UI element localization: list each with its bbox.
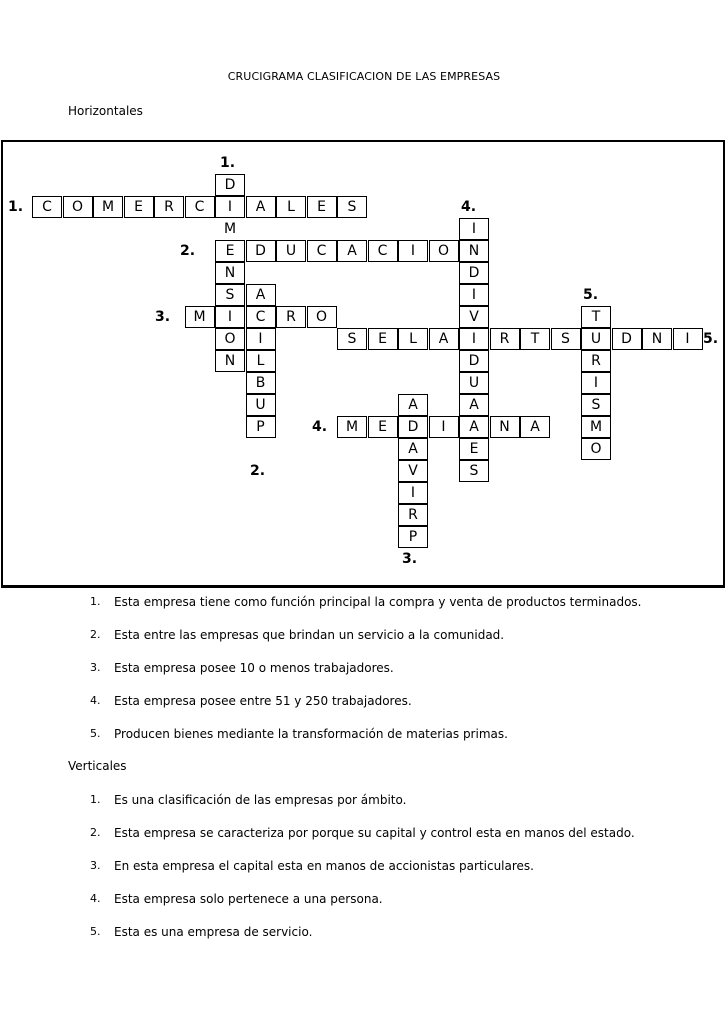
crossword-cell: M: [185, 306, 215, 328]
crossword-cell: R: [154, 196, 184, 218]
crossword-cell: D: [246, 240, 276, 262]
crossword-cell: O: [63, 196, 93, 218]
crossword-cell: O: [215, 328, 245, 350]
clue-item: [68, 793, 635, 826]
clue-text: Producen bienes mediante la transformación de materias primas.: [114, 727, 508, 741]
page-title: CRUCIGRAMA CLASIFICACION DE LAS EMPRESAS: [227, 70, 501, 83]
crossword-cell: D: [215, 174, 245, 196]
clue-text: Esta empresa posee entre 51 y 250 trabajadores.: [114, 694, 412, 708]
crossword-cell: U: [581, 328, 611, 350]
clue-item: [68, 694, 641, 727]
clue-number-h5: 5.: [703, 331, 719, 347]
crossword-cell: S: [337, 196, 367, 218]
clue-item: [68, 595, 641, 628]
crossword-cell: R: [398, 504, 428, 526]
crossword-cell: P: [246, 416, 276, 438]
crossword-cell: E: [459, 438, 489, 460]
crossword-cell: R: [581, 350, 611, 372]
crossword-cell: M: [337, 416, 367, 438]
vertical-clue-list: [68, 793, 635, 958]
crossword-cell: A: [337, 240, 367, 262]
clue-text: Esta entre las empresas que brindan un servicio a la comunidad.: [114, 628, 505, 642]
crossword-cell: V: [459, 306, 489, 328]
crossword-cell: O: [307, 306, 337, 328]
crossword-cell: B: [246, 372, 276, 394]
clue-item: [68, 925, 635, 958]
clue-number-v1: 1.: [220, 155, 236, 171]
crossword-cell: E: [368, 416, 398, 438]
horizontales-heading: Horizontales: [68, 104, 143, 118]
crossword-cell: C: [32, 196, 62, 218]
crossword-cell: L: [246, 350, 276, 372]
crossword-cell: C: [185, 196, 215, 218]
crossword-cell: S: [215, 284, 245, 306]
crossword-cell: A: [459, 394, 489, 416]
crossword-cell: A: [520, 416, 550, 438]
crossword-cell: I: [215, 196, 245, 218]
clue-item: [68, 826, 635, 859]
crossword-cell: E: [124, 196, 154, 218]
crossword-cell: R: [276, 306, 306, 328]
clue-number: 2.: [90, 826, 101, 839]
crossword-cell: L: [398, 328, 428, 350]
crossword-cell: M: [215, 218, 245, 240]
clue-item: [68, 628, 641, 661]
crossword-cell: I: [215, 306, 245, 328]
clue-text: En esta empresa el capital esta en manos de accionistas particulares.: [114, 859, 534, 873]
crossword-cell: I: [429, 416, 459, 438]
crossword-cell: I: [398, 240, 428, 262]
crossword-cell: I: [673, 328, 703, 350]
clue-number-v2: 2.: [250, 463, 266, 479]
crossword-cell: D: [459, 262, 489, 284]
crossword-cell: M: [93, 196, 123, 218]
crossword-cell: E: [307, 196, 337, 218]
clue-number: 5.: [90, 727, 101, 740]
crossword-cell: A: [246, 196, 276, 218]
crossword-cell: O: [429, 240, 459, 262]
crossword-cell: N: [459, 240, 489, 262]
clue-number: 3.: [90, 661, 101, 674]
crossword-cell: I: [459, 284, 489, 306]
crossword-cell: E: [368, 328, 398, 350]
crossword-cell: N: [215, 262, 245, 284]
crossword-cell: E: [215, 240, 245, 262]
clue-text: Esta es una empresa de servicio.: [114, 925, 313, 939]
crossword-cell: N: [490, 416, 520, 438]
crossword-cell: I: [398, 482, 428, 504]
clue-number: 1.: [90, 793, 101, 806]
clue-number: 1.: [90, 595, 101, 608]
crossword-cell: S: [459, 460, 489, 482]
crossword-cell: R: [490, 328, 520, 350]
clue-item: [68, 661, 641, 694]
crossword-cell: T: [581, 306, 611, 328]
crossword-cell: A: [246, 284, 276, 306]
crossword-cell: O: [581, 438, 611, 460]
crossword-cell: A: [398, 394, 428, 416]
clue-text: Es una clasificación de las empresas por ámbito.: [114, 793, 407, 807]
crossword-cell: S: [581, 394, 611, 416]
crossword-cell: D: [612, 328, 642, 350]
crossword-cell: I: [459, 218, 489, 240]
horizontal-clue-list: [68, 595, 641, 760]
clue-number: 2.: [90, 628, 101, 641]
crossword-cell: S: [551, 328, 581, 350]
clue-number-h4: 4.: [312, 419, 328, 435]
crossword-cell: A: [429, 328, 459, 350]
crossword-cell: V: [398, 460, 428, 482]
crossword-cell: P: [398, 526, 428, 548]
crossword-cell: U: [276, 240, 306, 262]
crossword-cell: I: [581, 372, 611, 394]
clue-number: 3.: [90, 859, 101, 872]
crossword-cell: A: [459, 416, 489, 438]
verticales-heading: Verticales: [68, 759, 127, 773]
clue-text: Esta empresa se caracteriza por porque su capital y control esta en manos del estado.: [114, 826, 635, 840]
clue-text: Esta empresa tiene como función principal la compra y venta de productos terminados.: [114, 595, 642, 609]
clue-number-v5: 5.: [583, 287, 599, 303]
clue-item: [68, 859, 635, 892]
clue-item: [68, 892, 635, 925]
crossword-cell: A: [398, 438, 428, 460]
crossword-cell: L: [276, 196, 306, 218]
crossword-cell: U: [246, 394, 276, 416]
clue-number-v3: 3.: [402, 551, 418, 567]
clue-number: 5.: [90, 925, 101, 938]
clue-item: [68, 727, 641, 760]
clue-number-h3: 3.: [155, 309, 171, 325]
crossword-cell: C: [246, 306, 276, 328]
clue-number-h2: 2.: [180, 243, 196, 259]
clue-number-h1: 1.: [8, 199, 24, 215]
crossword-cell: I: [459, 328, 489, 350]
clue-number: 4.: [90, 892, 101, 905]
crossword-cell: U: [459, 372, 489, 394]
crossword-cell: T: [520, 328, 550, 350]
crossword-cell: C: [307, 240, 337, 262]
crossword-cell: S: [337, 328, 367, 350]
clue-text: Esta empresa posee 10 o menos trabajadores.: [114, 661, 394, 675]
crossword-cell: M: [581, 416, 611, 438]
crossword-cell: D: [459, 350, 489, 372]
crossword-cell: N: [215, 350, 245, 372]
clue-text: Esta empresa solo pertenece a una persona.: [114, 892, 383, 906]
clue-number: 4.: [90, 694, 101, 707]
clue-number-v4: 4.: [461, 199, 477, 215]
crossword-cell: I: [246, 328, 276, 350]
crossword-cell: N: [642, 328, 672, 350]
crossword-cell: C: [368, 240, 398, 262]
crossword-cell: D: [398, 416, 428, 438]
